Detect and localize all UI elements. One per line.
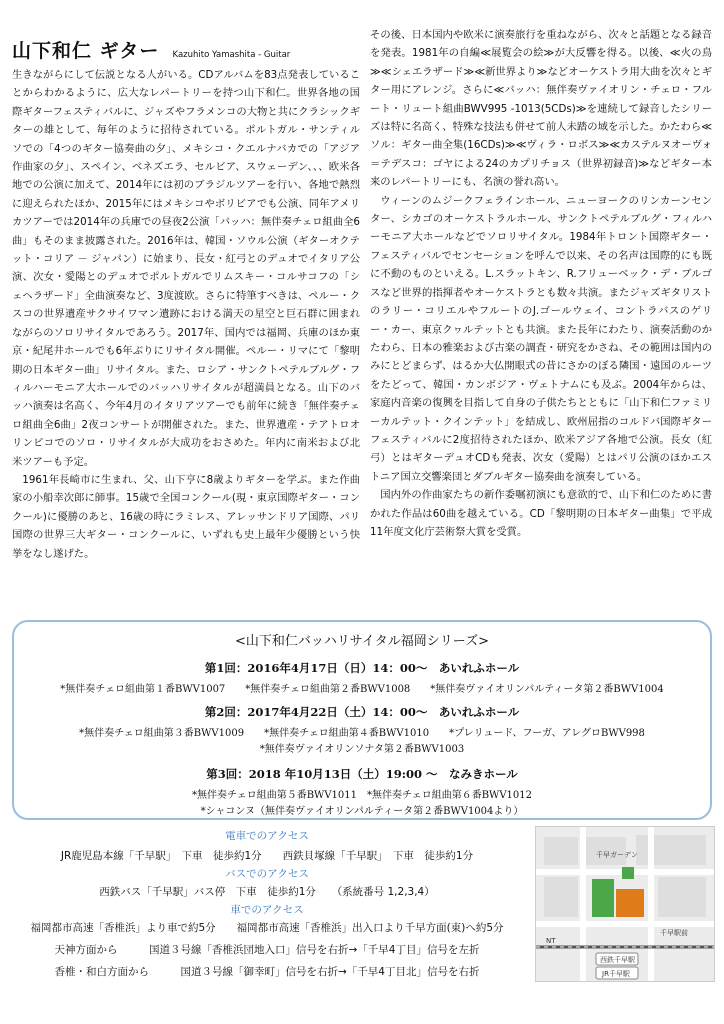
page-title xyxy=(12,36,372,62)
concert-2-heading: 第2回：2017年4月22日（土）14：00～ あいれふホール xyxy=(204,705,520,719)
train-access-text: JR鹿児島本線「千早駅」 下車 徒歩約1分 西鉄貝塚線「千早駅」 下車 徒歩約1分 xyxy=(60,850,474,862)
map-block xyxy=(544,877,578,917)
bio-paragraph: その後、日本国内や欧米に演奏旅行を重ねながら、次々と話題となる録音を発表。1981年の自編≪展覧会の絵≫が大反響を得る。以後、≪火の鳥≫≪シェエラザード≫≪新世界より≫などオーケストラ用大曲を次々とギター用にアレンジ。さらに≪バッハ：無伴奏ヴァイオリン・チェロ・フルート・リュート組曲BWV995 -1013(5CDs)≫を連続して録音したシリーズは特に名高く、特殊な技法も併せて前人未踏の域を示した。かたわら≪ソル：ギター曲全集(16CDs)≫≪ヴィラ・ロボス≫≪カステルヌオーヴォ＝テデスコ：ゴヤによる24のカプリチョス（世界初録音)≫などギター本来のレパートリーにも、名演の誉れ高い。 xyxy=(370,29,712,189)
venue-entrance-icon xyxy=(622,867,634,879)
map-block xyxy=(658,877,706,917)
concert-2-program: *無伴奏チェロ組曲第３番BWV1009 *無伴奏チェロ組曲第４番BWV1010 *プレリュード、フーガ、アレグロBWV998 xyxy=(79,728,645,739)
concert-3-program: *シャコンヌ（無伴奏ヴァイオリンパルティータ第２番BWV1004より） xyxy=(200,806,524,817)
map-block xyxy=(544,837,578,865)
concert-3-program: *無伴奏チェロ組曲第５番BWV1011 *無伴奏チェロ組曲第６番BWV1012 xyxy=(192,790,532,801)
venue-marker xyxy=(616,889,644,917)
map-road xyxy=(580,827,586,981)
train-access-heading: 電車でのアクセス xyxy=(225,830,309,842)
biography-left-column xyxy=(12,66,360,563)
map-label-nishitetsu: 西鉄千早駅 xyxy=(600,956,635,964)
performer-name: 山下和仁 ギター xyxy=(12,40,160,62)
map-graphic xyxy=(536,827,714,981)
map-label-garden: 千早ガーデン xyxy=(596,851,638,859)
recital-series-box xyxy=(12,620,712,820)
concert-3-heading: 第3回：2018 年10月13日（土）19:00 ～ なみきホール xyxy=(206,767,518,781)
series-title: <山下和仁バッハリサイタル福岡シリーズ> xyxy=(235,634,489,649)
concert-1-heading: 第1回：2016年4月17日（日）14：00～ あいれふホール xyxy=(204,661,520,675)
bio-paragraph: 国内外の作曲家たちの新作委嘱初演にも意欲的で、山下和仁のために書かれた作品は60曲を越えている。CD「黎明期の日本ギター曲集」で平成11年度文化庁芸術祭大賞を受賞。 xyxy=(370,489,712,538)
performer-name-latin: Kazuhito Yamashita - Guitar xyxy=(172,50,291,60)
map-label-nt: NT xyxy=(546,937,556,945)
bio-paragraph: 1961年長崎市に生まれ、父、山下亨に8歳よりギターを学ぶ。また作曲家の小船幸次郎に師事。15歳で全国コンクール(現・東京国際ギター・コンクール)に優勝のあと、16歳の時にラミレス、アレッサンドリア国際、パリ国際の世界三大ギター・コンクールに、いずれも史上最年少優勝という快挙をなし遂げた。 xyxy=(12,473,360,560)
bus-access-text: 西鉄バス「千早駅」バス停 下車 徒歩約1分 （系統番号 1,2,3,4） xyxy=(99,886,435,898)
biography-right-column xyxy=(370,26,712,541)
bio-paragraph: ウィーンのムジークフェラインホール、ニューヨークのリンカーンセンター、シカゴのオーケストラルホール、サンクトペテルブルグ・フィルハーモニア大ホールなどでソロリサイタル。1984年トロント国際ギター・フェスティバルでセンセーションを呼んで以来、その名声は国際的にも既に不動のものといえる。L.スラットキン、R.フリューベック・デ・ブルゴスなど世界的指揮者やオーケストラとも数々共演。またジャズギタリストのラリー・コリエルやフルートのJ.ゴールウェイ、コントラバスのゲリー・カー、東京クヮルテットとも共演。また長年にわたり、演奏活動のかたわら、日本の雅楽および古楽の調査・研究をかさね、その範囲は国内のみにとどまらず、はるか大仏開眼式の昔にさかのぼる隣国・遠国のルーツをたどって、韓国・カンボジア・ヴェトナムにも及ぶ。2004年からは、家庭内音楽の復興を目指して自身の子供たちとともに「山下和仁ファミリーカルテット・クインテット」を結成し、欧州屈指のコルドバ国際ギターフェスティバルに2度招待されたほか、欧米アジア各地で公演。長女（紅弓）とはギターデュオCDも発表、次女（愛陽）とはパリ公演のほかエストニア国立交響楽団とダブルギター協奏曲を演奏している。 xyxy=(370,194,712,483)
car-access-text: 天神方面から 国道３号線「香椎浜団地入口」信号を右折→「千早4丁目」信号を左折 xyxy=(54,944,480,956)
map-block xyxy=(636,835,706,865)
map-park xyxy=(592,879,614,917)
concert-2-program: *無伴奏ヴァイオリンソナタ第２番BWV1003 xyxy=(259,744,465,755)
map-road xyxy=(536,921,714,927)
venue-map xyxy=(535,826,715,982)
car-access-text: 福岡都市高速「香椎浜」より車で約5分 福岡都市高速「香椎浜」出入口より千早方面(東)へ約5分 xyxy=(30,922,504,934)
map-road xyxy=(648,827,654,981)
concert-1-program: *無伴奏チェロ組曲第１番BWV1007 *無伴奏チェロ組曲第２番BWV1008 *無伴奏ヴァイオリンパルティータ第２番BWV1004 xyxy=(60,684,664,695)
car-access-heading: 車でのアクセス xyxy=(230,904,304,916)
map-label-jr: JR千早駅 xyxy=(602,970,630,978)
bus-access-heading: バスでのアクセス xyxy=(225,868,309,880)
car-access-text: 香椎・和白方面から 国道３号線「御幸町」信号を右折→「千早4丁目北」信号を右折 xyxy=(54,966,480,978)
bio-paragraph: 生きながらにして伝説となる人がいる。CDアルバムを83点発表していることからわかるように、広大なレパートリーを持つ山下和仁。世界各地の国際ギターフェスティバルに、ジャズやフラメンコの大物と共にクラシックギターの雄として、毎年のように招待されている。ポルトガル・サンティルソでの「4つのギター協奏曲の夕」、メキシコ・クエルナバカでの「アジア作曲家の夕」、スペイン、ベネズエラ、セルビア、スウェーデン、、、欧米各地での公演に加えて、2014年には初のブラジルツアーを行い、各地で熱烈に迎えられたほか、2015年にはメキシコやボリビアでも公演、同年アメリカツアーでは2014年の兵庫での昼夜2公演「バッハ：無伴奏チェロ組曲全6曲」もそのまま披露された。2016年は、韓国・ソウル公演（ギターオクテット・コリア － ジャパン）に始まり、長女・紅弓とのデュオでイタリア公演、次女・愛陽とのデュオでポルトガルでリムスキー・コルサコフの「シェヘラザード」全曲演奏など、3度渡欧。さらに特筆すべきは、ペルー・クスコの世界遺産サクサイワマン遺跡における満天の星空と巨石群に囲まれながらのソロリサイタルであろう。2017年、国内では福岡、兵庫のほか東京・紀尾井ホールでも6年ぶりにリサイタル開催。ペルー・リマにて「黎明期の日本ギター曲」リサイタル。また、ロシア・サンクトペテルブルグ・フィルハーモニア大ホールでのバッハリサイタルが超満員となる。山下のバッハ演奏は名高く、今年4月のイタリアツアーでも前年に続き「無伴奏チェロ組曲全6曲」2夜コンサートが開催された。また、世界遺産・テアトロオリンピコでのソロ・リサイタルが大成功をおさめた。年内に南米および北米ツアーも予定。 xyxy=(12,69,360,468)
map-label-station-front: 千早駅前 xyxy=(660,929,688,937)
